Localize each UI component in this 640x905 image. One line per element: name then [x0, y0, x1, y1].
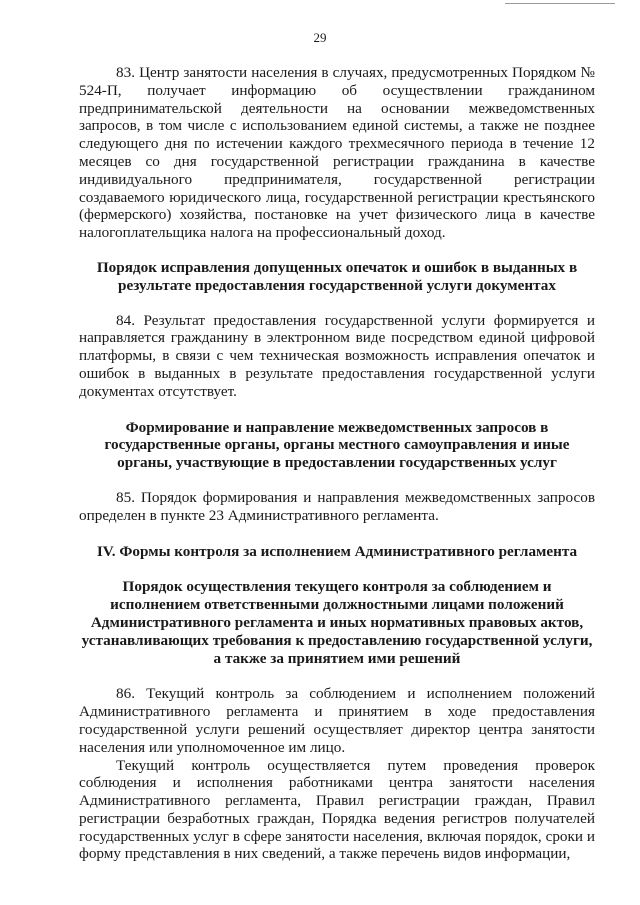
heading-line: устанавливающих требования к предоставлению государственной услуги,: [81, 631, 593, 649]
heading-line: Порядок исправления допущенных опечаток и ошибок в выданных в: [96, 258, 578, 276]
paragraph-86: 86. Текущий контроль за соблюдением и исполнением положений Административного регламента и принятием в ходе предоставления государственной услуги решений осуществляет директор центра занятости населения или уполномоченное им лицо.: [79, 685, 595, 756]
paragraph-84: 84. Результат предоставления государственной услуги формируется и направляется гражданину в электронном виде посредством единой цифровой платформы, в связи с чем техническая возможность исправления опечаток и ошибок в выданных в результате предоставления государственной услуги документах отсутствует.: [79, 311, 595, 400]
page-number: 29: [313, 30, 327, 45]
heading-line: Административного регламента и иных нормативных правовых актов,: [90, 613, 584, 631]
paragraph-83: 83. Центр занятости населения в случаях, предусмотренных Порядком № 524-П, получает информацию об осуществлении гражданином предпринимательской деятельности на основании межведомственных запросов, в том числе с использованием единой системы, а также не позднее следующего дня по истечении каждого трехмесячного периода в течение 12 месяцев со дня государственной регистрации гражданина в качестве индивидуального предпринимателя, государственной регистрации создаваемого юридического лица, государственной регистрации крестьянского (фермерского) хозяйства, постановке на учет физического лица в качестве налогоплательщика налога на профессиональный доход.: [79, 64, 595, 242]
heading-line: органы, участвующие в предоставлении государственных услуг: [117, 454, 557, 472]
scan-edge-mark: [505, 3, 615, 6]
heading-line: а также за принятием ими решений: [213, 649, 461, 667]
heading-line: Формирование и направление межведомственных запросов в: [125, 418, 549, 436]
paragraph-85: 85. Порядок формирования и направления межведомственных запросов определен в пункте 23 Административного регламента.: [79, 488, 595, 524]
heading-line: результате предоставления государственной услуги документах: [118, 276, 556, 294]
section-iv-title: [79, 543, 595, 561]
paragraph-86-continued: Текущий контроль осуществляется путем проведения проверок соблюдения и исполнения работниками центра занятости населения Административного регламента, Правил регистрации граждан, Правил регистрации безработных граждан, Порядка ведения регистров получателей государственных услуг в сфере занятости населения, включая порядок, сроки и форму представления в них сведений, а также перечень видов информации,: [79, 756, 595, 863]
heading-line: исполнением ответственными должностными лицами положений: [110, 596, 564, 614]
heading-error-correction: [79, 259, 595, 295]
page-content: [79, 64, 595, 863]
heading-interagency-requests: [79, 419, 595, 472]
heading-line: Порядок осуществления текущего контроля за соблюдением и: [122, 578, 552, 596]
heading-current-control: [79, 578, 595, 667]
heading-line: государственные органы, органы местного самоуправления и иные: [104, 436, 570, 454]
heading-line: IV. Формы контроля за исполнением Административного регламента: [96, 542, 578, 560]
